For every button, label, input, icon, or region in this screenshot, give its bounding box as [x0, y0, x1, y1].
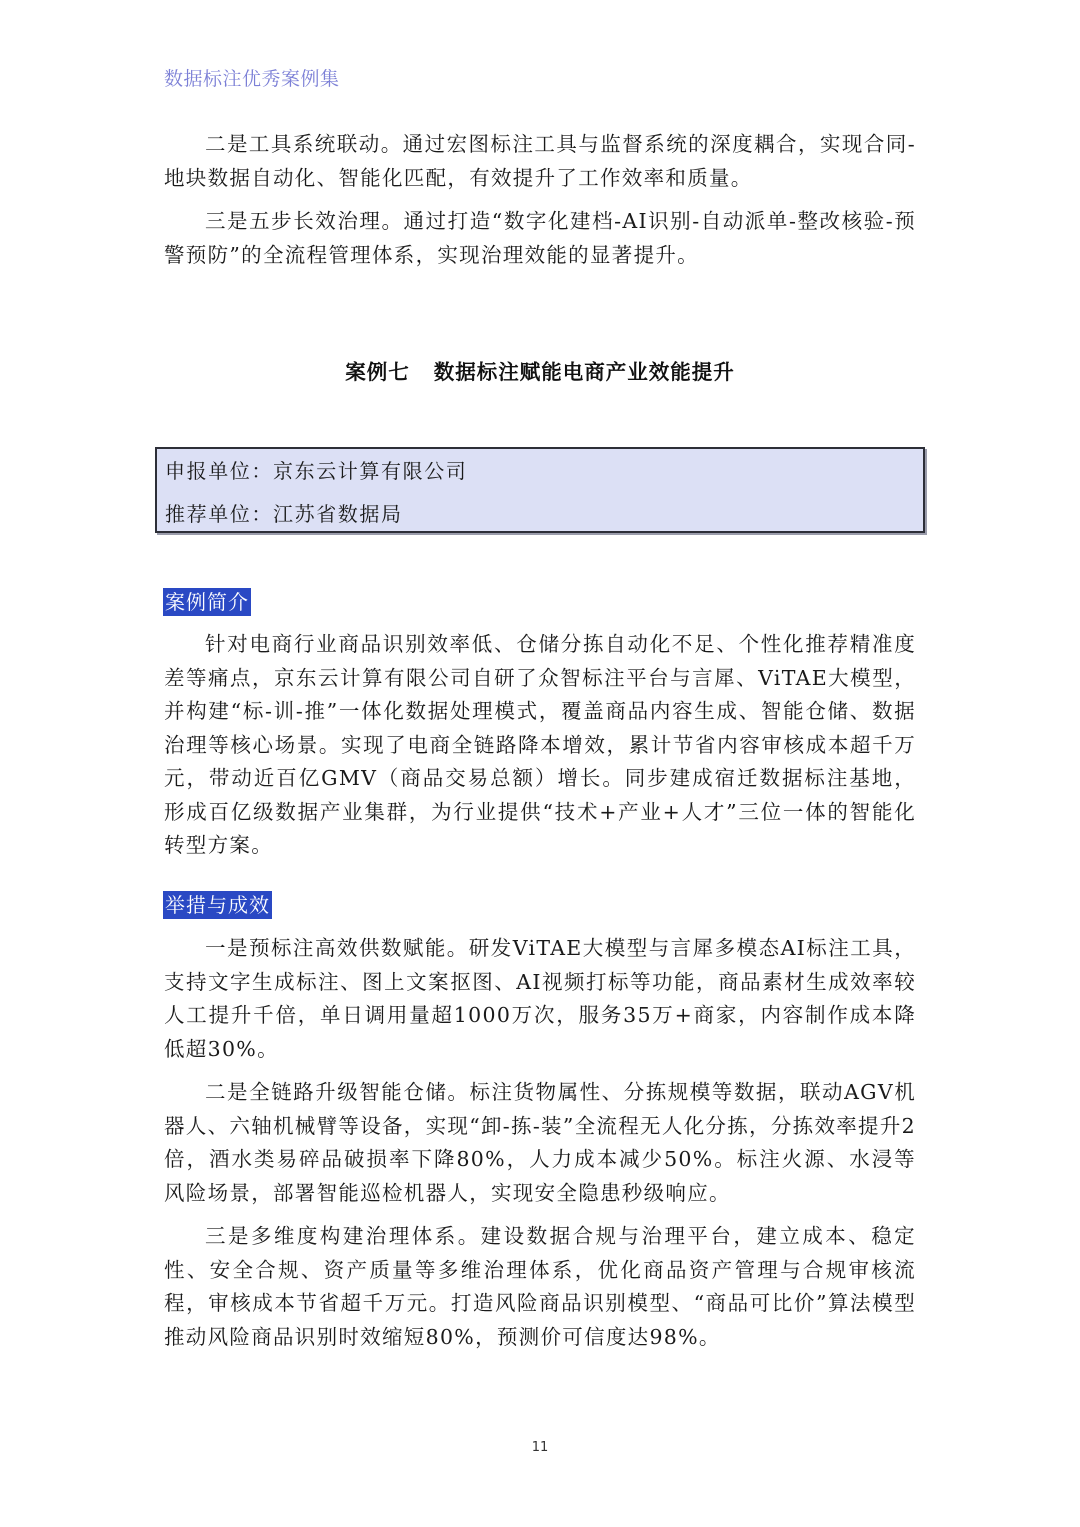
paragraph-tool-linkage: 二是工具系统联动。通过宏图标注工具与监督系统的深度耦合，实现合同-地块数据自动化、智能化匹配，有效提升了工作效率和质量。: [164, 132, 916, 190]
case-number: 案例七: [345, 360, 410, 384]
measure-paragraph-governance: 三是多维度构建治理体系。建设数据合规与治理平台，建立成本、稳定性、安全合规、资产质量等多维治理体系，优化商品资产管理与合规审核流程，审核成本节省超千万元。打造风险商品识别模型、“商品可比价”算法模型推动风险商品识别时效缩短80%，预测价可信度达98%。: [164, 1224, 916, 1349]
declaring-unit-label: 申报单位：: [165, 459, 273, 483]
declaring-unit-value: 京东云计算有限公司: [273, 459, 468, 483]
page-number: 11: [531, 1440, 549, 1455]
paragraph-five-step-governance: 三是五步长效治理。通过打造“数字化建档-AI识别-自动派单-整改核验-预警预防”的全流程管理体系，实现治理效能的显著提升。: [164, 209, 916, 267]
running-header-title: 数据标注优秀案例集: [164, 68, 340, 90]
summary-paragraph: 针对电商行业商品识别效率低、仓储分拣自动化不足、个性化推荐精准度差等痛点，京东云计算有限公司自研了众智标注平台与言犀、ViTAE大模型，并构建“标-训-推”一体化数据处理模式，覆盖商品内容生成、智能仓储、数据治理等核心场景。实现了电商全链路降本增效，累计节省内容审核成本超千万元，带动近百亿GMV（商品交易总额）增长。同步建成宿迁数据标注基地，形成百亿级数据产业集群，为行业提供“技术+产业+人才”三位一体的智能化转型方案。: [164, 632, 916, 857]
section-tag-summary: 案例简介: [165, 590, 249, 614]
info-box: [155, 447, 925, 533]
measure-paragraph-prelabeling: 一是预标注高效供数赋能。研发ViTAE大模型与言犀多模态AI标注工具，支持文字生成标注、图上文案抠图、AI视频打标等功能，商品素材生成效率较人工提升千倍，单日调用量超1000万次，服务35万+商家，内容制作成本降低超30%。: [164, 936, 916, 1061]
recommending-unit-label: 推荐单位：: [165, 502, 273, 526]
recommending-unit-value: 江苏省数据局: [273, 502, 403, 526]
case-title: [0, 355, 1080, 385]
case-title-text: 数据标注赋能电商产业效能提升: [433, 360, 735, 384]
recommending-unit-row: [165, 498, 403, 527]
measure-paragraph-smart-warehouse: 二是全链路升级智能仓储。标注货物属性、分拣规模等数据，联动AGV机器人、六轴机械臂等设备，实现“卸-拣-装”全流程无人化分拣，分拣效率提升2倍，酒水类易碎品破损率下降80%，人力成本减少50%。标注火源、水浸等风险场景，部署智能巡检机器人，实现安全隐患秒级响应。: [164, 1080, 916, 1205]
summary-section: [164, 628, 916, 873]
intro-paragraphs: [164, 128, 916, 282]
declaring-unit-row: [165, 455, 467, 484]
section-tag-measures: 举措与成效: [165, 893, 270, 917]
measures-section: [164, 932, 916, 1364]
